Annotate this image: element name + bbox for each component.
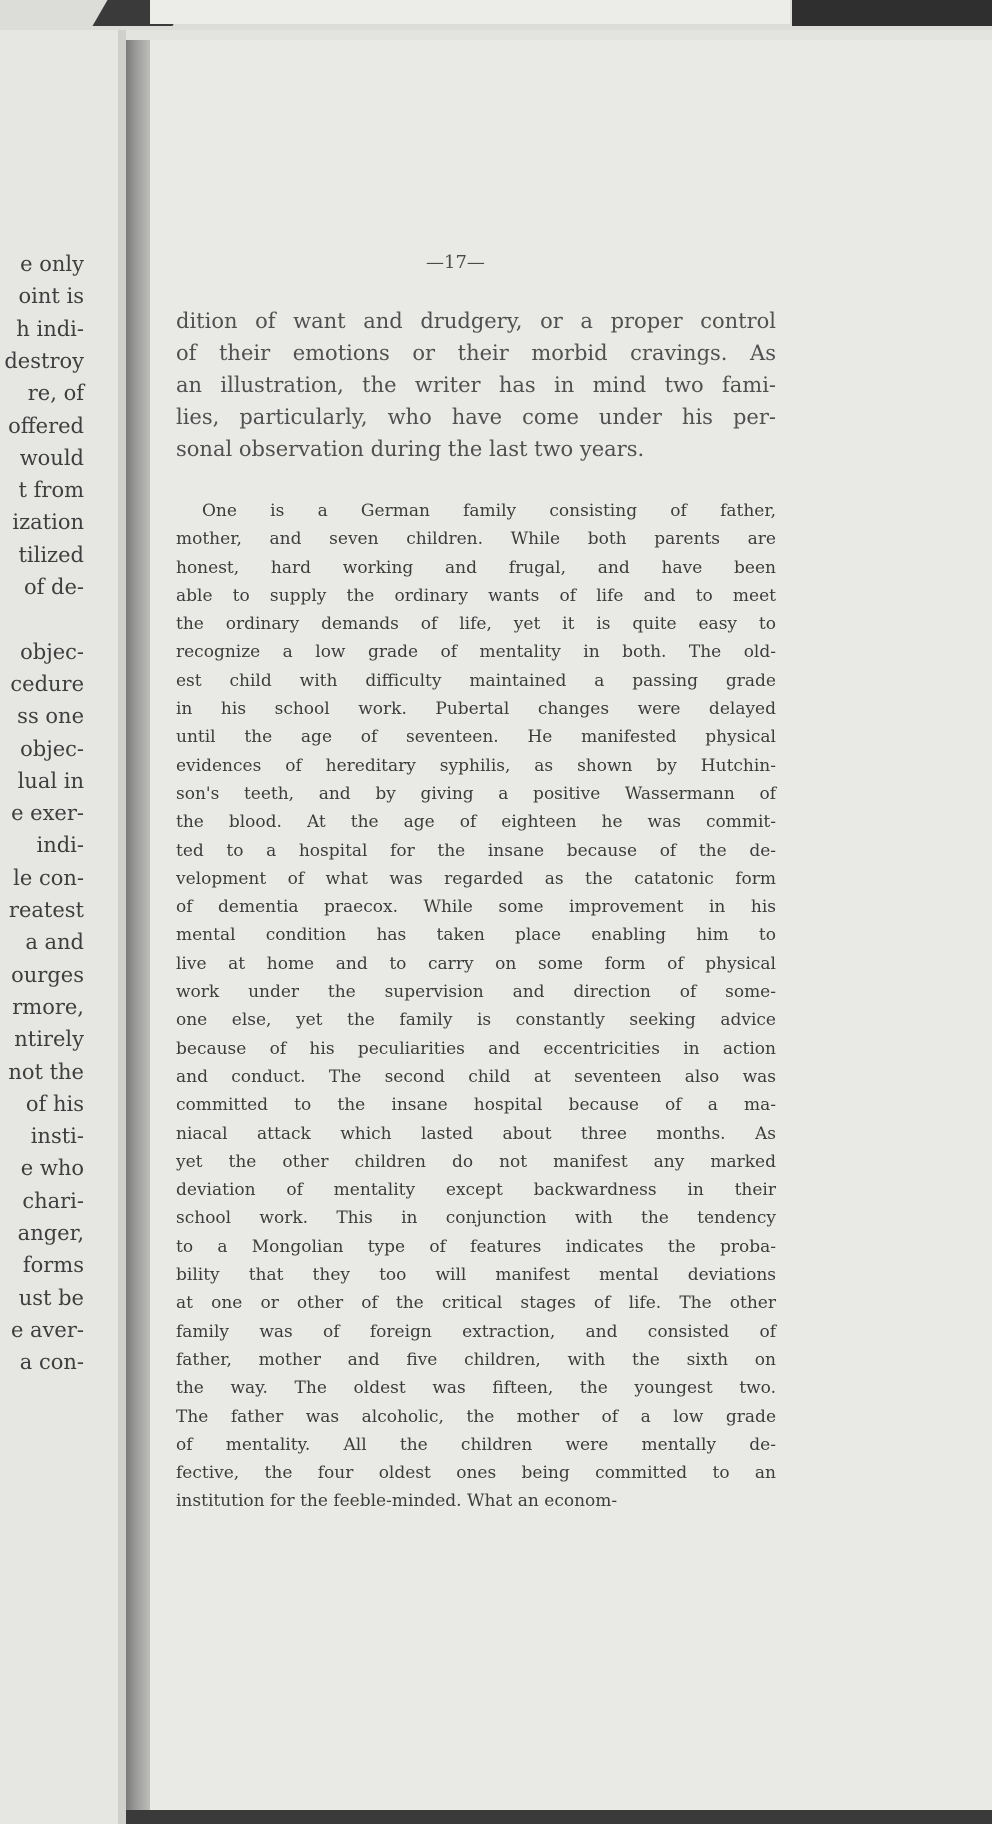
text-line: in his school work. Pubertal changes were delayed	[176, 699, 776, 720]
left-page-text-fragment: ization	[12, 510, 84, 535]
text-line: until the age of seventeen. He manifested physical	[176, 727, 776, 748]
left-page-fragment	[0, 30, 118, 1824]
text-line: One is a German family consisting of father,	[202, 501, 776, 521]
text-line: honest, hard working and frugal, and have been	[176, 557, 776, 578]
left-page-text-fragment: re, of	[27, 381, 84, 406]
left-page-text-fragment: ourges	[11, 962, 84, 987]
text-line: The father was alcoholic, the mother of a low grade	[176, 1406, 776, 1427]
text-line: the way. The oldest was fifteen, the youngest two.	[176, 1378, 776, 1399]
left-page-text-fragment: ntirely	[14, 1027, 84, 1052]
left-page-text-fragment: a con-	[19, 1350, 84, 1375]
text-line: family was of foreign extraction, and consisted of	[176, 1321, 776, 1342]
left-page-text-fragment: oint is	[18, 284, 84, 309]
left-page-text-fragment: chari-	[22, 1188, 84, 1213]
text-line: ted to a hospital for the insane because of the de-	[176, 840, 776, 861]
text-line: of their emotions or their morbid cravings. As	[176, 341, 776, 365]
left-page-text-fragment: objec-	[20, 736, 84, 761]
left-page-text-fragment: of de-	[23, 575, 84, 599]
text-line: of dementia praecox. While some improvement in his	[176, 897, 776, 918]
text-line: the ordinary demands of life, yet it is quite easy to	[176, 614, 776, 635]
left-page-text-fragment: anger,	[17, 1221, 84, 1245]
text-line: the blood. At the age of eighteen he was commit-	[176, 812, 776, 833]
left-page-text-fragment: t from	[18, 478, 84, 503]
text-line: mother, and seven children. While both parents are	[176, 529, 776, 550]
left-page-edge	[118, 30, 126, 1824]
text-line: of mentality. All the children were mentally de-	[176, 1434, 776, 1455]
left-page-text-fragment: ss one	[17, 704, 84, 729]
text-line: niacal attack which lasted about three months. As	[176, 1123, 776, 1144]
left-page-text-fragment: e exer-	[11, 801, 84, 826]
text-line: able to supply the ordinary wants of life and to meet	[176, 585, 776, 606]
text-line: yet the other children do not manifest any marked	[176, 1151, 776, 1172]
left-page-text-fragment: objec-	[20, 639, 84, 664]
left-page-text-fragment: destroy	[4, 348, 84, 373]
text-line: institution for the feeble-minded. What an econom-	[176, 1491, 618, 1512]
text-line: est child with difficulty maintained a passing grade	[176, 670, 776, 691]
text-line: deviation of mentality except backwardness in their	[176, 1180, 776, 1201]
text-line: and conduct. The second child at seventeen also was	[176, 1066, 776, 1087]
left-page-text-fragment: le con-	[13, 865, 84, 890]
left-page-text-fragment: rmore,	[12, 994, 84, 1019]
text-line: father, mother and five children, with the sixth on	[176, 1349, 776, 1370]
left-page-text-fragment: a and	[25, 930, 84, 955]
text-line: live at home and to carry on some form of physical	[176, 953, 776, 974]
text-line: evidences of hereditary syphilis, as shown by Hutchin-	[176, 755, 776, 776]
text-line: bility that they too will manifest mental deviations	[176, 1265, 776, 1286]
text-line: son's teeth, and by giving a positive Wassermann of	[176, 783, 776, 804]
text-line: velopment of what was regarded as the catatonic form	[176, 868, 776, 889]
left-page-text-fragment: not the	[8, 1059, 84, 1084]
left-page-text-fragment: insti-	[30, 1124, 84, 1149]
text-line: at one or other of the critical stages of life. The other	[176, 1293, 776, 1314]
text-line: because of his peculiarities and eccentricities in action	[176, 1038, 776, 1059]
text-line: sonal observation during the last two years.	[176, 437, 645, 461]
paragraph-family-case-study	[176, 497, 776, 1516]
text-line: dition of want and drudgery, or a proper control	[176, 309, 776, 333]
text-line: to a Mongolian type of features indicates the proba-	[176, 1236, 776, 1257]
text-line: lies, particularly, who have come under his per-	[176, 405, 776, 429]
text-line: committed to the insane hospital because of a ma-	[176, 1095, 776, 1116]
book-spine-shadow	[126, 40, 150, 1824]
top-dark-shadow-right	[792, 0, 992, 26]
left-page-text-fragment: lual in	[17, 768, 84, 793]
text-line: fective, the four oldest ones being committed to an	[176, 1463, 776, 1484]
left-page-text-fragment: would	[19, 445, 84, 470]
bottom-scan-border	[126, 1810, 992, 1824]
left-page-text-fragment: of his	[25, 1091, 84, 1116]
left-page-text-fragment: tilized	[18, 542, 84, 567]
text-line: work under the supervision and direction of some-	[176, 982, 776, 1003]
left-page-text-fragment: ust be	[18, 1285, 84, 1310]
text-line: an illustration, the writer has in mind two fami-	[176, 373, 776, 397]
page-number: —17—	[426, 252, 485, 273]
text-line: recognize a low grade of mentality in both. The old-	[176, 642, 776, 663]
text-line: mental condition has taken place enabling him to	[176, 925, 776, 946]
left-page-text-fragment: e only	[20, 252, 84, 276]
text-line: school work. This in conjunction with the tendency	[176, 1208, 776, 1229]
top-paper-edge	[150, 0, 790, 24]
text-line: one else, yet the family is constantly seeking advice	[176, 1010, 776, 1031]
left-page-text-fragment: e aver-	[10, 1317, 84, 1342]
left-page-text-fragment: e who	[20, 1156, 84, 1181]
left-page-text-fragment: offered	[8, 413, 84, 438]
left-page-text-fragment: reatest	[8, 898, 84, 922]
left-page-text-fragment: h indi-	[16, 316, 84, 341]
left-page-text-fragment: forms	[22, 1253, 84, 1278]
left-page-text-fragment: cedure	[10, 671, 84, 696]
left-page-text-fragment: indi-	[36, 833, 84, 858]
paragraph-continuation	[176, 305, 776, 465]
